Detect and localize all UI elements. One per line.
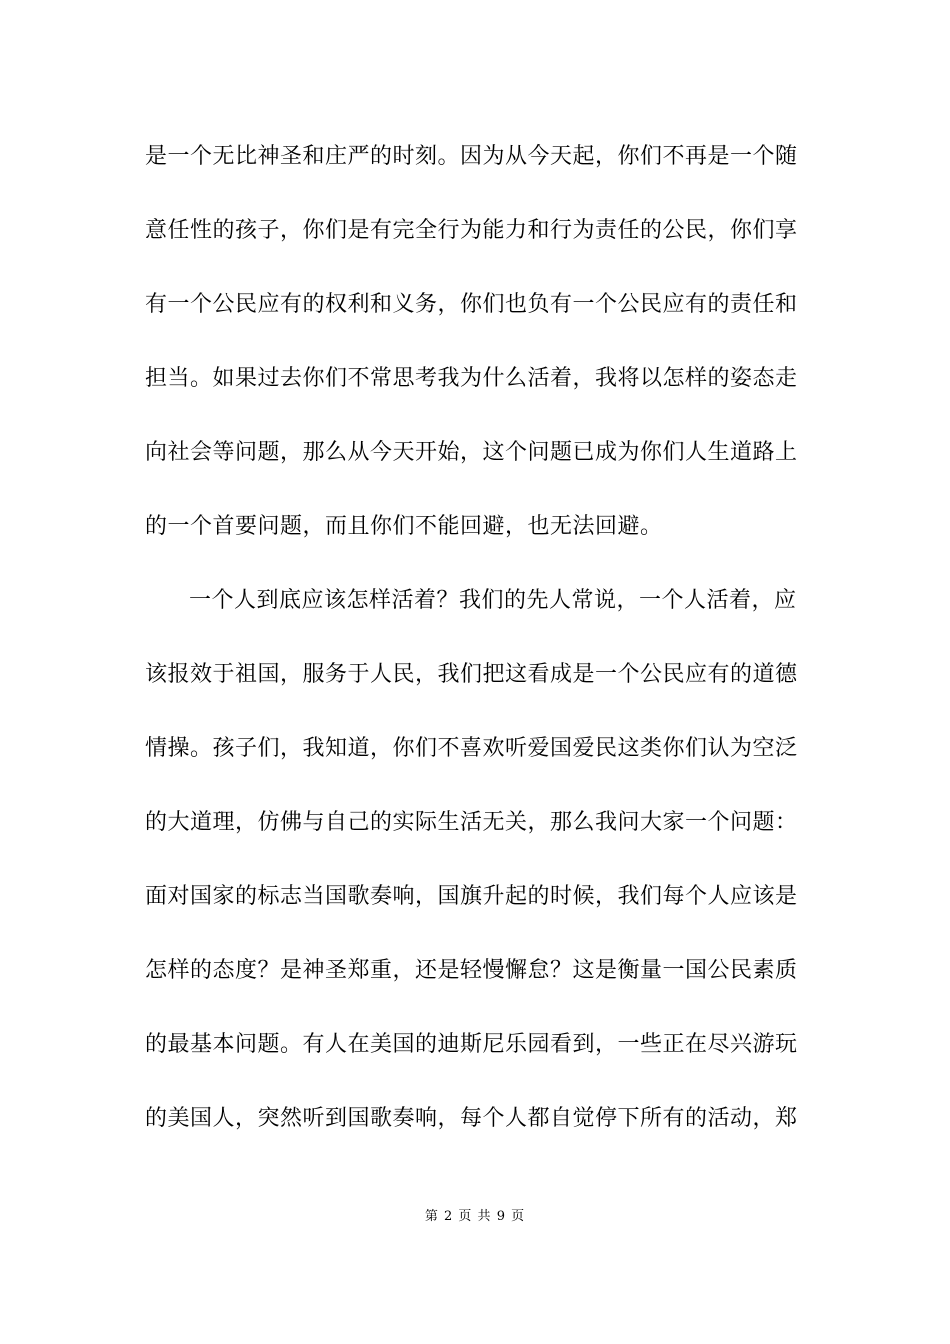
text-line: 的大道理，仿佛与自己的实际生活无关，那么我问大家一个问题： <box>145 810 798 835</box>
text-line: 情操。孩子们，我知道，你们不喜欢听爱国爱民这类你们认为空泛 <box>145 736 798 761</box>
text-line: 的一个首要问题，而且你们不能回避，也无法回避。 <box>145 514 663 539</box>
text-line: 一个人到底应该怎样活着？我们的先人常说，一个人活着，应 <box>189 588 797 613</box>
text-line: 该报效于祖国，服务于人民，我们把这看成是一个公民应有的道德 <box>145 662 798 687</box>
text-line: 是一个无比神圣和庄严的时刻。因为从今天起，你们不再是一个随 <box>145 144 798 169</box>
text-line: 担当。如果过去你们不常思考我为什么活着，我将以怎样的姿态走 <box>145 366 798 391</box>
page-number-footer: 第 2 页 共 9 页 <box>424 1209 526 1224</box>
text-line: 面对国家的标志当国歌奏响，国旗升起的时候，我们每个人应该是 <box>145 884 798 909</box>
text-line: 有一个公民应有的权利和义务，你们也负有一个公民应有的责任和 <box>145 292 798 317</box>
text-line: 的最基本问题。有人在美国的迪斯尼乐园看到，一些正在尽兴游玩 <box>145 1032 798 1057</box>
text-line: 意任性的孩子，你们是有完全行为能力和行为责任的公民，你们享 <box>145 218 798 243</box>
text-line: 向社会等问题，那么从今天开始，这个问题已成为你们人生道路上 <box>145 440 798 465</box>
text-line: 的美国人，突然听到国歌奏响，每个人都自觉停下所有的活动，郑 <box>145 1106 798 1131</box>
text-line: 怎样的态度？是神圣郑重，还是轻慢懈怠？这是衡量一国公民素质 <box>145 958 798 983</box>
